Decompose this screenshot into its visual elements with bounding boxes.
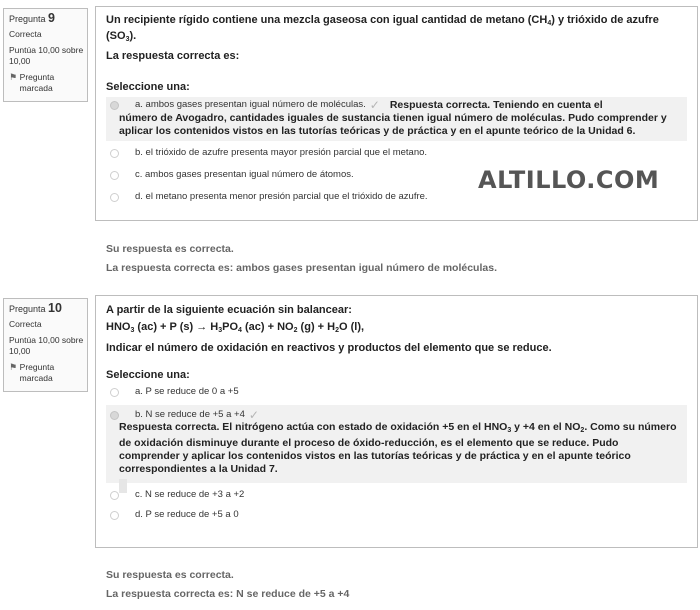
q9-option-b[interactable]: b. el trióxido de azufre presenta mayor presión parcial que el metano. bbox=[106, 147, 687, 159]
q9-state: Correcta bbox=[9, 29, 42, 39]
q9-option-d-radio[interactable] bbox=[110, 193, 119, 202]
q9-option-d[interactable]: d. el metano presenta menor presión parcial que el trióxido de azufre. bbox=[106, 191, 687, 203]
q10-state: Correcta bbox=[9, 319, 42, 329]
q10-outcome: Su respuesta es correcta. La respuesta correcta es: N se reduce de +5 a +4 bbox=[106, 566, 349, 604]
q9-flag-toggle[interactable]: ⚑ Pregunta marcada bbox=[9, 72, 55, 93]
q10-option-c-radio[interactable] bbox=[110, 491, 119, 500]
q10-grade: Puntúa 10,00 sobre 10,00 bbox=[9, 335, 84, 356]
q9-outcome: Su respuesta es correcta. La respuesta correcta es: ambos gases presentan igual número de moléculas. bbox=[106, 240, 497, 278]
q9-select-prompt: Seleccione una: bbox=[106, 81, 190, 93]
q10-flag-toggle[interactable]: ⚑ Pregunta marcada bbox=[9, 362, 55, 383]
flag-icon: ⚑ bbox=[9, 362, 18, 372]
q9-option-c[interactable]: c. ambos gases presentan igual número de átomos. bbox=[106, 169, 687, 181]
q9-option-a-radio[interactable] bbox=[110, 101, 119, 110]
feedback-placeholder bbox=[119, 479, 127, 493]
q10-info-panel bbox=[3, 298, 88, 392]
q10-feedback: Respuesta correcta. El nitrógeno actúa con estado de oxidación +5 en el $HNO_3$ y +4 en el $NO_2$. Como su número de oxidación disminuye durante el proceso de óxido-reducción, es el elemento que se reduce. Pudo comprender y aplicar los contenidos vistos en las tutorías teóricas y de práctica y en el apunte teórico correspondientes a la Unidad 7. bbox=[119, 421, 677, 475]
flag-icon: ⚑ bbox=[9, 72, 18, 82]
check-icon: ✓ bbox=[248, 408, 259, 422]
q10-intro: A partir de la siguiente ecuación sin balancear: bbox=[106, 304, 352, 316]
q9-option-b-radio[interactable] bbox=[110, 149, 119, 158]
q10-question-box bbox=[95, 295, 698, 548]
q10-equation: $HNO_3$ (ac) + P $(s) \to H_3PO_4$ $(ac) + NO_2$ $(g) + H_2O$ (l), bbox=[106, 321, 365, 334]
q9-info-panel bbox=[3, 8, 88, 102]
q9-right-answer: La respuesta correcta es: ambos gases presentan igual número de moléculas. bbox=[106, 262, 497, 274]
q9-answer-intro: La respuesta correcta es: bbox=[106, 50, 240, 62]
q10-option-d[interactable]: d. P se reduce de +5 a 0 bbox=[106, 509, 687, 521]
q9-number: Pregunta 9 bbox=[9, 11, 55, 25]
watermark: ALTILLO.COM bbox=[478, 166, 660, 194]
q9-grade: Puntúa 10,00 sobre 10,00 bbox=[9, 45, 84, 66]
q10-option-c[interactable]: c. N se reduce de +3 a +2 bbox=[106, 489, 687, 501]
q10-option-b[interactable]: b. N se reduce de +5 a +4 ✓ Respuesta correcta. El nitrógeno actúa con estado de oxidación +5 en el $HNO_3$ y +4 en el $NO_2$. Como su número de oxidación disminuye durante el proceso de óxido-reducción, es el elemento que se reduce. Pudo comprender y aplicar los contenidos vistos en las tutorías teóricas y de práctica y en el apunte teórico correspondientes a la Unidad 7. bbox=[106, 405, 687, 483]
q9-option-a[interactable]: a. ambos gases presentan igual número de moléculas. ✓ Respuesta correcta. Teniendo en cuenta el número de Avogadro, cantidades iguales de sustancia tienen igual número de moléculas. Pudo comprender y aplicar los contenidos vistos en las tutorías teóricas y de práctica y en el apunte teórico de la Unidad 6. bbox=[106, 97, 687, 141]
q10-option-b-radio[interactable] bbox=[110, 411, 119, 420]
q10-number: Pregunta 10 bbox=[9, 301, 62, 315]
q10-question-text: Indicar el número de oxidación en reactivos y productos del elemento que se reduce. bbox=[106, 342, 552, 354]
q10-option-d-radio[interactable] bbox=[110, 511, 119, 520]
q9-feedback: número de Avogadro, cantidades iguales de sustancia tienen igual número de moléculas. Pudo comprender y aplicar los contenidos vistos en las tutorías teóricas y de práctica y en el apunte teórico de la Unidad 6. bbox=[119, 112, 667, 137]
check-icon: ✓ bbox=[369, 98, 380, 112]
q9-option-c-radio[interactable] bbox=[110, 171, 119, 180]
q10-select-prompt: Seleccione una: bbox=[106, 369, 190, 381]
q10-right-answer: La respuesta correcta es: N se reduce de +5 a +4 bbox=[106, 588, 350, 600]
q10-option-a-radio[interactable] bbox=[110, 388, 119, 397]
q10-option-a[interactable]: a. P se reduce de 0 a +5 bbox=[106, 386, 687, 398]
q9-question-text: Un recipiente rígido contiene una mezcla gaseosa con igual cantidad de metano $(CH_4)$ y trióxido de azufre $(SO_3)$. bbox=[106, 14, 659, 43]
